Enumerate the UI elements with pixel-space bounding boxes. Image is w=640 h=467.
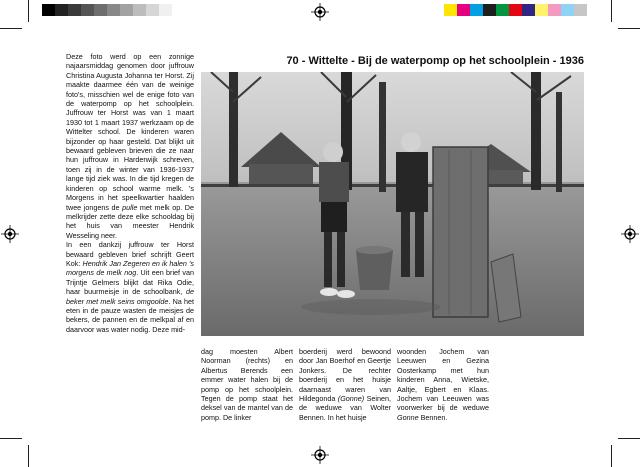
left-text-column <box>66 52 194 334</box>
grey-swatch <box>94 4 107 16</box>
color-swatch <box>548 4 561 16</box>
crop-mark <box>611 445 612 467</box>
color-calibration-bar <box>444 4 587 16</box>
color-swatch <box>522 4 535 16</box>
crop-mark <box>0 438 22 439</box>
color-swatch <box>444 4 457 16</box>
paragraph-1: Deze foto werd op een zonnige najaarsmiddag genomen door juffrouw Christina Augusta Johanna ter Horst. Zij maakte daarmee één van de weinige foto's, misschien wel de enige foto van de waterpomp op het schoolplein. Juffrouw ter Horst was van 1 maart 1930 tot 1 maart 1937 werkzaam op de Wittelter school. De kinderen waren bijzonder op haar gesteld. Dat blijkt uit bewaard gebleven brieven die ze naar hun juffrouw in Harderwijk schreven, toen zij in de winter van 1936-1937 lange tijd ziek was. In die tijd kregen de kinderen op school warme melk. 's Morgens in het speelkwartier haalden twee jongens de pulle met melk op. De melkrijder zette deze elke schooldag bij het huis van meester Hendrik Wesseling neer. <box>66 52 194 240</box>
grey-swatch <box>42 4 55 16</box>
crop-mark <box>611 0 612 22</box>
grey-swatch <box>120 4 133 16</box>
color-swatch <box>457 4 470 16</box>
color-swatch <box>561 4 574 16</box>
registration-mark-right <box>621 225 639 243</box>
crop-mark <box>0 28 22 29</box>
caption-column-1: dag moesten Albert Noorman (rechts) en Albertus Berends een emmer water halen bij de pomp op het schoolplein. Tegen de pomp staat het deksel van de mantel van de pomp. De linker <box>201 347 293 422</box>
registration-mark-bottom <box>311 446 329 464</box>
color-swatch <box>509 4 522 16</box>
photo-illustration <box>201 72 584 336</box>
page-title: 70 - Wittelte - Bij de waterpomp op het schoolplein - 1936 <box>286 55 584 67</box>
color-swatch <box>535 4 548 16</box>
grey-swatch <box>146 4 159 16</box>
grey-swatch <box>68 4 81 16</box>
registration-mark-left <box>1 225 19 243</box>
crop-mark <box>618 28 640 29</box>
color-swatch <box>483 4 496 16</box>
color-swatch <box>470 4 483 16</box>
grey-calibration-bar <box>42 4 172 16</box>
crop-mark <box>618 438 640 439</box>
crop-mark <box>28 0 29 22</box>
color-swatch <box>496 4 509 16</box>
schoolyard-photo <box>201 72 584 336</box>
caption-column-2: boerderij werd bewoond door Jan Boerhof en Geertje Jonkers. De rechter boerderij en het huisje daarnaast waren van Hildegonda (Gonne) Seinen, de weduwe van Wolter Bennen. In het huisje <box>299 347 391 422</box>
crop-mark <box>28 445 29 467</box>
paragraph-2: In een dankzij juffrouw ter Horst bewaard gebleven brief schrijft Geert Kok: Hendrik Jan Zegeren en ik halen 's morgens de melk nog. Uit een brief van Trijntje Gelmers blijkt dat Rika Odie, haar buurmeisje in de schoolbank, de beker met melk seins omgoolde. Na het eten in de pauze wasten de meisjes de bekers, de pannen en de melkpal af en daarvoor was water nodig. Deze mid- <box>66 240 194 334</box>
grey-swatch <box>159 4 172 16</box>
color-swatch <box>574 4 587 16</box>
registration-mark-top <box>311 3 329 21</box>
grey-swatch <box>133 4 146 16</box>
grey-swatch <box>81 4 94 16</box>
grey-swatch <box>107 4 120 16</box>
grey-swatch <box>55 4 68 16</box>
caption-column-3: woonden Jochem van Leeuwen en Gezina Oosterkamp met hun kinderen Anna, Wietske, Aaltje, Egbert en Klaas. Jochem van Leeuwen was voorwerker bij de weduwe Gonne Bennen. <box>397 347 489 422</box>
